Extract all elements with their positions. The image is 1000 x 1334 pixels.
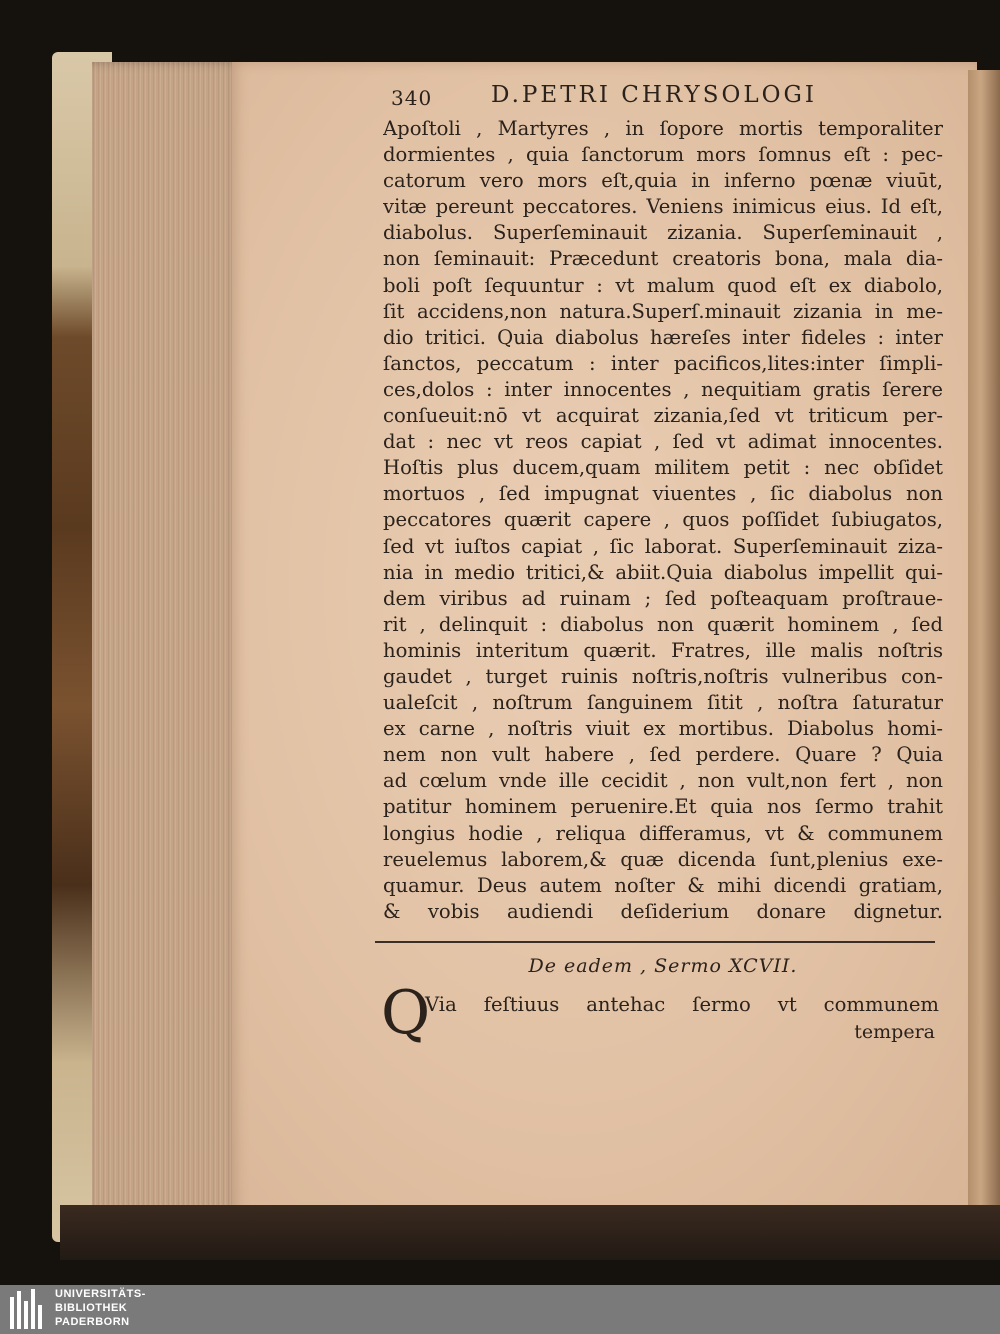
body-text: [383, 116, 943, 925]
text-line: ſit accidens,non natura.Superſ.minauit zizania in me-: [383, 299, 943, 323]
text-line: rit , delinquit : diabolus non quærit hominem , ſed: [383, 612, 943, 636]
text-line: nia in medio tritici,& abiit.Quia diabolus impellit qui-: [383, 560, 943, 584]
text-line: Hoſtis plus ducem,quam militem petit : nec obſidet: [383, 456, 943, 480]
running-title: D.PETRI CHRYSOLOGI: [491, 82, 817, 108]
text-line: gaudet , turget ruinis noſtris,noſtris vulneribus con-: [383, 664, 943, 688]
text-line: dormientes , quia ſanctorum mors ſomnus eſt : pec-: [383, 143, 943, 167]
text-line: boli poſt ſequuntur : vt malum quod eſt ex diabolo,: [383, 273, 943, 297]
institution-name: [55, 1287, 146, 1329]
text-line: mortuos , ſed impugnat viuentes , ſic diabolus non: [383, 482, 943, 506]
text-line: non ſeminauit: Præcedunt creatoris bona, mala dia-: [383, 247, 943, 271]
text-line: catorum vero mors eſt,quia in inferno pœnæ viuūt,: [383, 169, 943, 193]
library-footer: [0, 1285, 1000, 1334]
bottom-shadow: [60, 1205, 1000, 1260]
page-edges: [92, 62, 242, 1222]
text-line: conſueuit:nō vt acquirat zizania,ſed vt triticum per-: [383, 404, 943, 428]
text-line: patitur hominem peruenire.Et quia nos ſermo trahit: [383, 795, 943, 819]
text-line: diabolus. Superſeminauit zizania. Superſeminauit ,: [383, 221, 943, 245]
catchword: tempera: [854, 1020, 935, 1043]
text-line: dio tritici. Quia diabolus hæreſes inter fideles : inter: [383, 325, 943, 349]
text-line: nem non vult habere , ſed perdere. Quare ? Quia: [383, 743, 943, 767]
text-line: Apoſtoli , Martyres , in ſopore mortis temporaliter: [383, 117, 943, 140]
facing-page-edge: [968, 70, 1000, 1220]
text-line: peccatores quærit capere , quos poſſidet ſubiugatos,: [383, 508, 943, 532]
text-line: hominis interitum quærit. Fratres, ille malis noſtris: [383, 638, 943, 662]
text-line: ad cœlum vnde ille cecidit , non vult,non fert , non: [383, 769, 943, 793]
section-rule: [375, 941, 935, 943]
library-logo-icon: [10, 1289, 44, 1329]
drop-cap: Q: [381, 977, 431, 1048]
page-text: [383, 82, 943, 1047]
sermon-heading: De eadem , Sermo XCVII.: [528, 954, 798, 977]
text-line: longius hodie , reliqua differamus, vt & communem: [383, 821, 943, 845]
sermon-opening: [381, 977, 943, 1048]
text-line: ualeſcit , noſtrum ſanguinem ſitit , noſtra ſaturatur: [383, 691, 943, 715]
text-line: ex carne , noſtris viuit ex mortibus. Diabolus homi-: [383, 717, 943, 741]
text-line: ſed vt iuſtos capiat , ſic laborat. Superſeminauit ziza-: [383, 534, 943, 558]
institution-line: UNIVERSITÄTS-: [55, 1288, 146, 1300]
text-line: reuelemus laborem,& quæ dicenda ſunt,plenius exe-: [383, 847, 943, 871]
institution-line: BIBLIOTHEK: [55, 1302, 128, 1314]
text-line: quamur. Deus autem noſter & mihi dicendi gratiam,: [383, 873, 943, 897]
text-line: ſanctos, peccatum : inter pacificos,lites:inter ſimpli-: [383, 351, 943, 375]
text-line: dem viribus ad ruinam ; ſed poſteaquam proſtraue-: [383, 586, 943, 610]
text-line: dat : nec vt reos capiat , ſed vt adimat innocentes.: [383, 430, 943, 454]
opening-line: Via feſtiuus antehac ſermo vt communem: [425, 992, 939, 1016]
text-line: ces,dolos : inter innocentes , nequitiam gratis ſerere: [383, 377, 943, 401]
institution-line: PADERBORN: [55, 1316, 130, 1328]
running-header: [383, 82, 943, 116]
text-line: vitæ pereunt peccatores. Veniens inimicus eius. Id eſt,: [383, 195, 943, 219]
page-number: 340: [391, 86, 433, 110]
text-line: & vobis audiendi deſiderium donare dignetur.: [383, 899, 943, 923]
